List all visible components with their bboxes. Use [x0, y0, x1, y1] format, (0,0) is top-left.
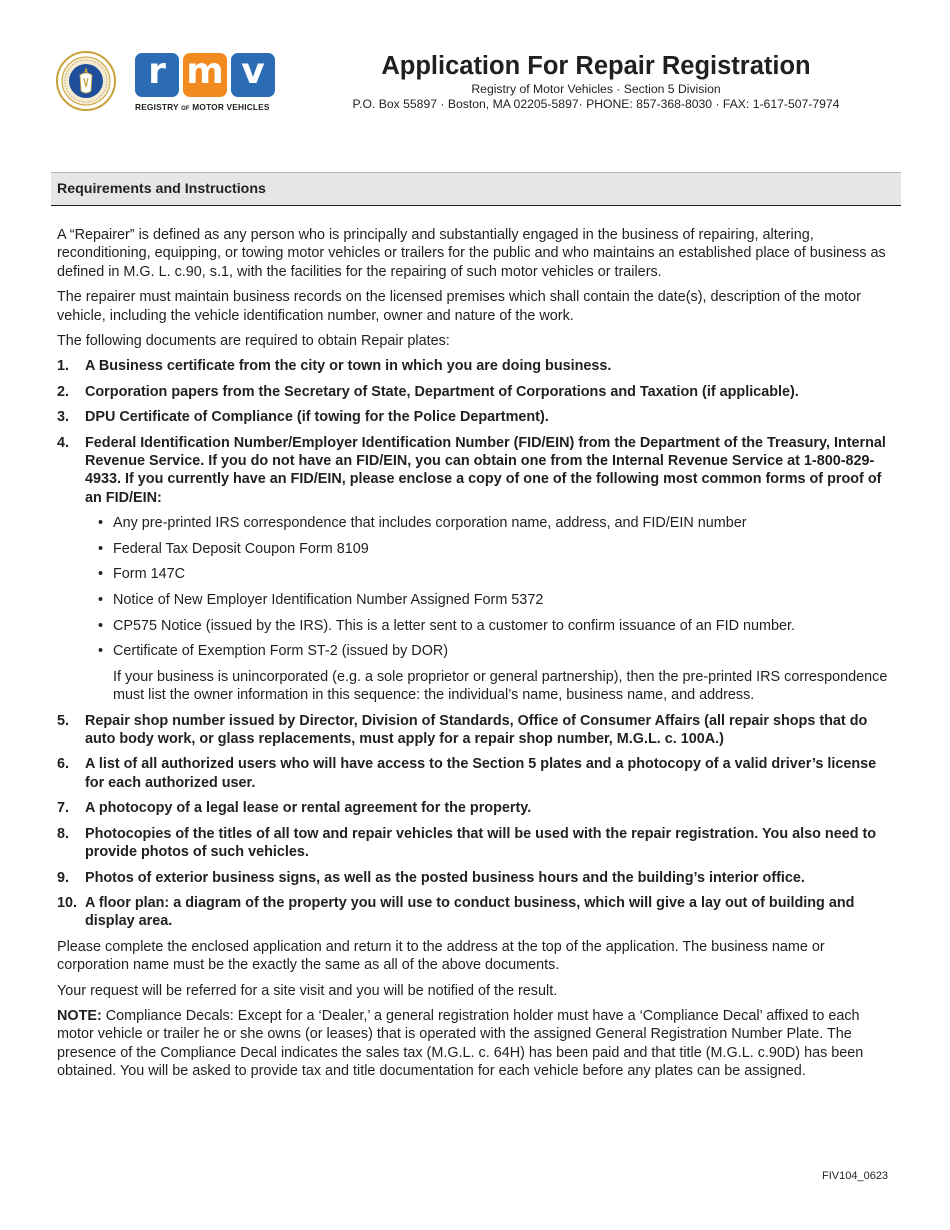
- rmv-logo-letter-m: m: [183, 53, 227, 97]
- list-text: Corporation papers from the Secretary of State, Department of Corporations and Taxation (if applicable).: [85, 383, 799, 400]
- list-number: 10.: [57, 894, 78, 911]
- list-text: Photos of exterior business signs, as well as the posted business hours and the building’s interior office.: [85, 869, 805, 886]
- list-item: [57, 357, 897, 375]
- rmv-logo-tagline: [135, 102, 280, 112]
- list-item: [57, 383, 897, 401]
- massachusetts-seal-icon: [56, 51, 116, 111]
- list-number: 9.: [57, 869, 70, 886]
- logo-tag-part: REGISTRY: [135, 102, 182, 112]
- proof-item: [85, 642, 897, 660]
- proof-text: Any pre-printed IRS correspondence that includes corporation name, address, and FID/EIN number: [113, 515, 747, 532]
- proof-item: [85, 565, 897, 583]
- proof-text: Notice of New Employer Identification Number Assigned Form 5372: [113, 592, 544, 609]
- bullet-icon: •: [98, 617, 104, 634]
- list-text: A photocopy of a legal lease or rental agreement for the property.: [85, 800, 532, 817]
- logo-tag-of: OF: [181, 106, 190, 112]
- required-documents-list: [57, 357, 897, 930]
- list-item: [57, 408, 897, 426]
- repairer-definition: A “Repairer” is defined as any person who is principally and substantially engaged in the business of repairing, altering, reconditioning, equipping, or towing motor vehicles or trailers for the public and who maintains an established place of business as defined in M.G. L. c.90, s.1, with the facilities for the repairing of such motor vehicles or trailers.: [57, 227, 886, 280]
- bullet-icon: •: [98, 540, 104, 557]
- unincorporated-note: If your business is unincorporated (e.g. a sole proprietor or general partnership), then the pre-printed IRS correspondence must list the owner information in this sequence: the individual’s name, business name, and address.: [113, 668, 888, 704]
- form-code: FIV104_0623: [822, 1170, 889, 1182]
- page-header: [56, 50, 906, 120]
- instructions-body: [57, 226, 897, 1088]
- records-paragraph: The repairer must maintain business records on the licensed premises which shall contain the date(s), description of the motor vehicle, including the vehicle identification number, owner and nature of the work.: [57, 289, 861, 324]
- list-text: Repair shop number issued by Director, Division of Standards, Office of Consumer Affairs (all repair shops that do auto body work, or glass replacements, must apply for a repair shop number, M.G.L. c. 100A.): [85, 712, 868, 748]
- proof-text: Form 147C: [113, 566, 185, 583]
- documents-intro: The following documents are required to obtain Repair plates:: [57, 333, 450, 350]
- return-instructions: Please complete the enclosed application and return it to the address at the top of the application. The business name or corporation name must be the exactly the same as all of the above documents.: [57, 938, 825, 974]
- proof-forms-list: [85, 514, 897, 660]
- division-line: Registry of Motor Vehicles · Section 5 Division: [471, 82, 721, 96]
- proof-text: Federal Tax Deposit Coupon Form 8109: [113, 540, 369, 557]
- note-text: Compliance Decals: Except for a ‘Dealer,’ a general registration holder must have a ‘Compliance Decal’ affixed to each motor vehicle or trailer he or she owns (or leases) that is operated with the assigned General Registration Number Plate. The presence of the Compliance Decal indicates the sales tax (M.G.L. c. 64H) has been paid and that title (M.G.L. c.90D) has been obtained. You will be asked to provide tax and title documentation for each vehicle before any plates can be assigned.: [57, 1007, 864, 1080]
- list-number: 2.: [57, 383, 70, 400]
- proof-text: CP575 Notice (issued by the IRS). This is a letter sent to a customer to confirm issuance of an FID number.: [113, 617, 795, 634]
- site-visit-note: Your request will be referred for a site visit and you will be notified of the result.: [57, 982, 558, 999]
- list-text: Photocopies of the titles of all tow and repair vehicles that will be used with the repair registration. You also need to provide photos of such vehicles.: [85, 825, 877, 861]
- list-number: 4.: [57, 434, 70, 451]
- contact-line: P.O. Box 55897 · Boston, MA 02205-5897· PHONE: 857-368-8030 · FAX: 1-617-507-7974: [352, 97, 840, 111]
- proof-item: [85, 617, 897, 635]
- rmv-logo-letter-r: r: [135, 53, 179, 97]
- list-text: A Business certificate from the city or town in which you are doing business.: [85, 358, 612, 375]
- logo-tag-part: MOTOR VEHICLES: [189, 102, 270, 112]
- bullet-icon: •: [98, 515, 104, 532]
- list-item: [57, 869, 897, 887]
- bullet-icon: •: [98, 566, 104, 583]
- proof-item: [85, 540, 897, 558]
- proof-item: [85, 591, 897, 609]
- bullet-icon: •: [98, 643, 104, 660]
- proof-text: Certificate of Exemption Form ST-2 (issued by DOR): [113, 643, 449, 660]
- section-heading: Requirements and Instructions: [51, 172, 901, 206]
- bullet-icon: •: [98, 592, 104, 609]
- list-text: A list of all authorized users who will have access to the Section 5 plates and a photocopy of a valid driver’s license for each authorized user.: [85, 756, 877, 791]
- list-item: [57, 434, 897, 705]
- list-number: 3.: [57, 409, 70, 426]
- list-number: 7.: [57, 800, 70, 817]
- list-text: A floor plan: a diagram of the property you will use to conduct business, which will give a lay out of building and display area.: [85, 894, 855, 930]
- list-number: 1.: [57, 358, 70, 375]
- list-text: Federal Identification Number/Employer Identification Number (FID/EIN) from the Department of the Treasury, Internal Revenue Service. If you do not have an FID/EIN, you can obtain one from the Internal Revenue Service at 1-800-829-4933. If you currently have an FID/EIN, please enclose a copy of one of the following most common forms of proof of an FID/EIN:: [85, 434, 886, 506]
- list-number: 5.: [57, 712, 70, 729]
- page-title: Application For Repair Registration: [381, 52, 811, 80]
- note-label: NOTE:: [57, 1007, 102, 1024]
- proof-item: [85, 514, 897, 532]
- rmv-logo-letter-v: v: [231, 53, 275, 97]
- list-item: [57, 894, 897, 931]
- list-item: [57, 712, 897, 749]
- list-item: [57, 799, 897, 817]
- list-item: [57, 755, 897, 792]
- list-item: [57, 825, 897, 862]
- compliance-note: [57, 1007, 897, 1081]
- list-number: 6.: [57, 756, 70, 773]
- title-block: [306, 50, 886, 112]
- list-text: DPU Certificate of Compliance (if towing for the Police Department).: [85, 409, 549, 426]
- rmv-logo: [135, 53, 280, 115]
- list-number: 8.: [57, 825, 70, 842]
